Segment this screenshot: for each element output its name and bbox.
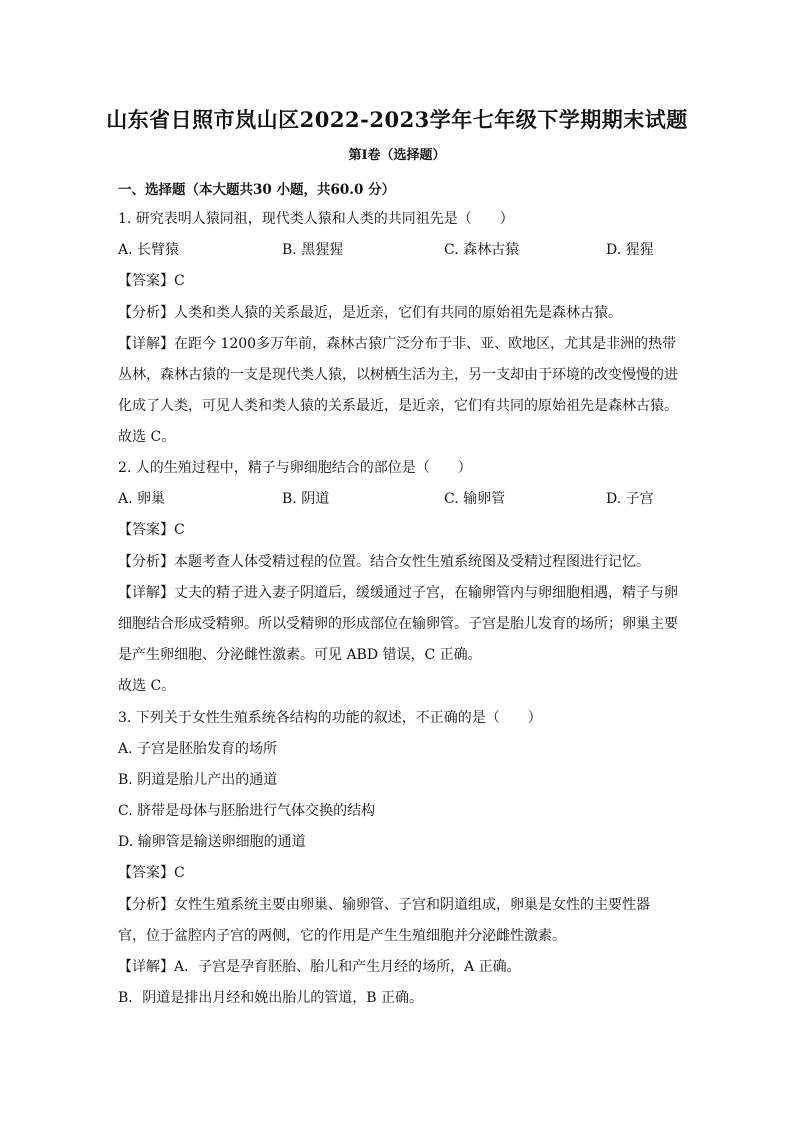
question-2-option-d: D. 子宫	[606, 491, 654, 507]
question-1-analysis: 【分析】人类和类人猿的关系最近，是近亲，它们有共同的原始祖先是森林古猿。	[118, 305, 622, 321]
question-1-conclusion: 故选 C。	[118, 429, 176, 445]
question-2-detail-line: 【详解】丈夫的精子进入妻子阴道后，缓缓通过子宫，在输卵管内与卵细胞相遇，精子与卵	[118, 585, 678, 601]
question-3-analysis-line: 【分析】女性生殖系统主要由卵巢、输卵管、子宫和阴道组成，卵巢是女性的主要性器	[118, 897, 650, 913]
question-2-analysis: 【分析】本题考查人体受精过程的位置。结合女性生殖系统图及受精过程图进行记忆。	[118, 554, 650, 570]
document-title: 山东省日照市岚山区2022-2023学年七年级下学期期末试题	[106, 107, 688, 132]
question-2-option-a: A. 卵巢	[118, 491, 166, 507]
question-1-option-b: B. 黑猩猩	[282, 242, 344, 258]
question-3-option-b: B. 阴道是胎儿产出的通道	[118, 772, 278, 788]
question-1-option-a: A. 长臂猿	[118, 242, 180, 258]
question-2-conclusion: 故选 C。	[118, 678, 176, 694]
question-1-detail-line: 【详解】在距今 1200多万年前，森林古猿广泛分布于非、亚、欧地区，尤其是非洲的热带	[118, 336, 677, 352]
question-3-analysis-line: 官，位于盆腔内子宫的两侧，它的作用是产生生殖细胞并分泌雌性激素。	[118, 928, 566, 944]
question-1-answer: 【答案】C	[118, 273, 185, 289]
question-2-detail-line: 是产生卵细胞、分泌雌性激素。可见 ABD 错误，C 正确。	[118, 647, 482, 663]
question-1-stem: 1. 研究表明人猿同祖，现代类人猿和人类的共同祖先是（ ）	[118, 211, 514, 227]
question-3-detail-line: B．阴道是排出月经和娩出胎儿的管道，B 正确。	[118, 990, 424, 1006]
section-heading: 一、选择题（本大题共30 小题，共60.0 分）	[118, 182, 396, 198]
question-2-option-c: C. 输卵管	[444, 491, 506, 507]
question-1-detail-line: 化成了人类，可见人类和类人猿的关系最近，是近亲，它们有共同的原始祖先是森林古猿。	[118, 398, 678, 414]
question-3-stem: 3. 下列关于女性生殖系统各结构的功能的叙述，不正确的是（ ）	[118, 710, 542, 726]
question-3-option-a: A. 子宫是胚胎发育的场所	[118, 741, 278, 757]
question-2-detail-line: 细胞结合形成受精卵。所以受精卵的形成部位在输卵管。子宫是胎儿发育的场所；卵巢主要	[118, 616, 678, 632]
question-1-detail-line: 丛林，森林古猿的一支是现代类人猿，以树栖生活为主，另一支却由于环境的改变慢慢的进	[118, 367, 678, 383]
question-2-option-b: B. 阴道	[282, 491, 330, 507]
question-1-option-d: D. 猩猩	[606, 242, 654, 258]
question-2-answer: 【答案】C	[118, 522, 185, 538]
question-2-stem: 2. 人的生殖过程中，精子与卵细胞结合的部位是（ ）	[118, 460, 472, 476]
question-3-answer: 【答案】C	[118, 865, 185, 881]
question-3-option-c: C. 脐带是母体与胚胎进行气体交换的结构	[118, 803, 376, 819]
question-3-option-d: D. 输卵管是输送卵细胞的通道	[118, 834, 306, 850]
paper-part-heading: 第Ⅰ卷（选择题）	[348, 148, 446, 163]
question-1-option-c: C. 森林古猿	[444, 242, 520, 258]
question-3-detail-line: 【详解】A．子宫是孕育胚胎、胎儿和产生月经的场所，A 正确。	[118, 959, 521, 975]
